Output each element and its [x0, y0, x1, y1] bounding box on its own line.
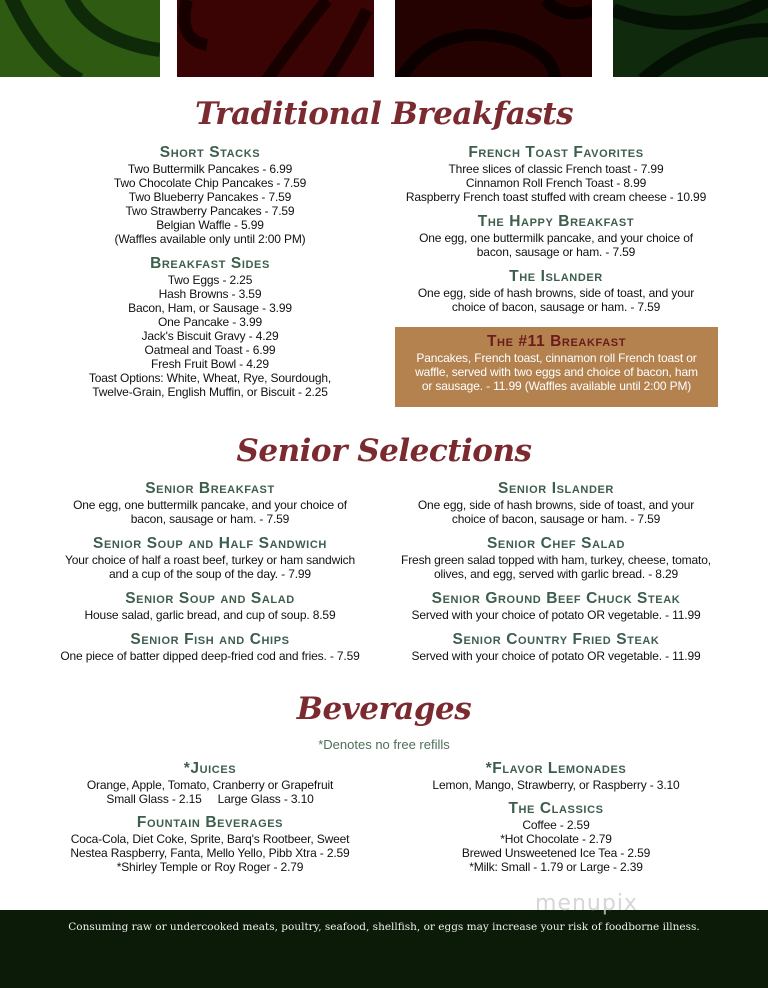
soup-half-sandwich-section — [37, 534, 383, 581]
french-toast-section — [383, 143, 729, 204]
menu-item-line: Three slices of classic French toast - 7.99 — [448, 162, 664, 176]
menu-item-line: (Waffles available only until 2:00 PM) — [114, 232, 306, 246]
fountain-section — [37, 813, 383, 874]
chuck-steak-heading: Senior Ground Beef Chuck Steak — [431, 590, 681, 607]
menu-item-line: Two Eggs - 2.25 — [167, 273, 253, 287]
foodborne-disclaimer: Consuming raw or undercooked meats, poultry, seafood, shellfish, or eggs may increase your risk of foodborne illness. — [68, 921, 700, 933]
juices-heading: *Juices — [183, 760, 237, 777]
refill-note: *Denotes no free refills — [318, 737, 450, 752]
menu-item-line: Two Blueberry Pancakes - 7.59 — [128, 190, 292, 204]
lemonades-section — [383, 759, 729, 792]
menu-item-line: and a cup of the soup of the day. - 7.99 — [109, 567, 311, 581]
breakfast-heading: Senior Breakfast — [145, 480, 275, 497]
menu-item-line: Twelve-Grain, English Muffin, or Biscuit - 2.25 — [92, 385, 328, 399]
menu-item-line: Pancakes, French toast, cinnamon roll French toast or — [416, 351, 697, 365]
country-steak-section — [383, 630, 729, 663]
senior-selections-title: Senior Selections — [236, 433, 532, 469]
menupix-watermark: menupix — [535, 891, 638, 916]
menu-item-line: One egg, side of hash browns, side of toast, and your — [417, 498, 695, 512]
lemonades-heading: *Flavor Lemonades — [485, 760, 627, 777]
menu-item-line: olives, and egg, served with garlic bread. - 8.29 — [433, 567, 679, 581]
soup-half-sandwich-heading: Senior Soup and Half Sandwich — [93, 535, 327, 552]
decorative-banner-red — [177, 0, 374, 77]
menu-item-line: Two Chocolate Chip Pancakes - 7.59 — [113, 176, 307, 190]
breakfast-sides-heading: Breakfast Sides — [150, 255, 270, 272]
traditional-breakfasts-title: Traditional Breakfasts — [194, 96, 574, 132]
menu-item-line: Lemon, Mango, Strawberry, or Raspberry - 3.10 — [432, 778, 680, 792]
classics-section — [383, 799, 729, 874]
menu-item-line: Belgian Waffle - 5.99 — [156, 218, 264, 232]
menu-item-line: Fresh green salad topped with ham, turkey, cheese, tomato, — [401, 553, 711, 567]
menu-item-line: waffle, served with two eggs and choice of bacon, ham — [415, 365, 698, 379]
menu-item-line: choice of bacon, sausage or ham. - 7.59 — [451, 512, 661, 526]
menu-item-line: One Pancake - 3.99 — [157, 315, 263, 329]
featured-breakfast-box — [395, 327, 718, 407]
menu-item-line: Brewed Unsweetened Ice Tea - 2.59 — [461, 846, 651, 860]
menu-item-line: Nestea Raspberry, Fanta, Mello Yello, Pibb Xtra - 2.59 — [70, 846, 350, 860]
footer — [0, 910, 768, 988]
menu-item-line: Fresh Fruit Bowl - 4.29 — [151, 357, 269, 371]
menu-item-line: Jack's Biscuit Gravy - 4.29 — [141, 329, 279, 343]
classics-heading: The Classics — [508, 800, 604, 817]
islander-heading: Senior Islander — [498, 480, 614, 497]
menu-item-line: One egg, one buttermilk pancake, and your choice of — [419, 231, 693, 245]
menu-item-line: *Shirley Temple or Roy Roger - 2.79 — [116, 860, 304, 874]
fish-chips-section — [37, 630, 383, 663]
menu-item-line: *Hot Chocolate - 2.79 — [500, 832, 612, 846]
islander-section — [383, 267, 729, 314]
menu-item-line: Your choice of half a roast beef, turkey or ham sandwich — [65, 553, 355, 567]
chef-salad-heading: Senior Chef Salad — [486, 535, 626, 552]
featured-heading: The #11 Breakfast — [486, 333, 627, 350]
decorative-banner-darkgreen — [613, 0, 768, 77]
happy-breakfast-section — [383, 212, 729, 259]
soup-salad-heading: Senior Soup and Salad — [125, 590, 295, 607]
menu-item-line: Small Glass - 2.15 Large Glass - 3.10 — [106, 792, 314, 806]
menu-item-line: *Milk: Small - 1.79 or Large - 2.39 — [469, 860, 643, 874]
menu-item-line: Two Strawberry Pancakes - 7.59 — [125, 204, 295, 218]
decorative-banner-darkred — [395, 0, 592, 77]
menu-item-line: One egg, side of hash browns, side of toast, and your — [417, 286, 695, 300]
menu-item-line: bacon, sausage or ham. - 7.59 — [130, 512, 290, 526]
chuck-steak-section — [383, 589, 729, 622]
country-steak-heading: Senior Country Fried Steak — [452, 631, 660, 648]
menu-item-line: One egg, one buttermilk pancake, and your choice of — [73, 498, 347, 512]
menu-item-line: Coffee - 2.59 — [522, 818, 590, 832]
fish-chips-heading: Senior Fish and Chips — [130, 631, 290, 648]
chef-salad-section — [383, 534, 729, 581]
short-stacks-section — [37, 143, 383, 246]
french-toast-heading: French Toast Favorites — [468, 144, 644, 161]
menu-item-line: or sausage. - 11.99 (Waffles available until 2:00 PM) — [421, 379, 692, 393]
menu-item-line: House salad, garlic bread, and cup of soup. 8.59 — [84, 608, 336, 622]
menu-item-line: Raspberry French toast stuffed with cream cheese - 10.99 — [405, 190, 707, 204]
menu-item-line: One piece of batter dipped deep-fried cod and fries. - 7.59 — [60, 649, 360, 663]
menu-item-line: Coca-Cola, Diet Coke, Sprite, Barq's Rootbeer, Sweet — [70, 832, 350, 846]
soup-salad-section — [37, 589, 383, 622]
beverages-title: Beverages — [296, 691, 472, 727]
menu-item-line: Two Buttermilk Pancakes - 6.99 — [127, 162, 293, 176]
menu-item-line: Hash Browns - 3.59 — [158, 287, 262, 301]
breakfast-sides-section — [37, 254, 383, 399]
menu-item-line: Bacon, Ham, or Sausage - 3.99 — [128, 301, 292, 315]
menu-item-line: Cinnamon Roll French Toast - 8.99 — [465, 176, 647, 190]
breakfast-section — [37, 479, 383, 526]
menu-item-line: bacon, sausage or ham. - 7.59 — [476, 245, 636, 259]
menu-item-line: Oatmeal and Toast - 6.99 — [144, 343, 276, 357]
menu-item-line: Served with your choice of potato OR vegetable. - 11.99 — [411, 608, 701, 622]
juices-section — [37, 759, 383, 806]
decorative-banner-green — [0, 0, 160, 77]
islander-section — [383, 479, 729, 526]
fountain-heading: Fountain Beverages — [136, 814, 284, 831]
short-stacks-heading: Short Stacks — [159, 144, 261, 161]
menu-item-line: choice of bacon, sausage or ham. - 7.59 — [451, 300, 661, 314]
happy-breakfast-heading: The Happy Breakfast — [477, 213, 635, 230]
menu-item-line: Served with your choice of potato OR vegetable. - 11.99 — [411, 649, 701, 663]
islander-heading: The Islander — [509, 268, 603, 285]
menu-item-line: Toast Options: White, Wheat, Rye, Sourdough, — [88, 371, 332, 385]
menu-item-line: Orange, Apple, Tomato, Cranberry or Grapefruit — [86, 778, 334, 792]
